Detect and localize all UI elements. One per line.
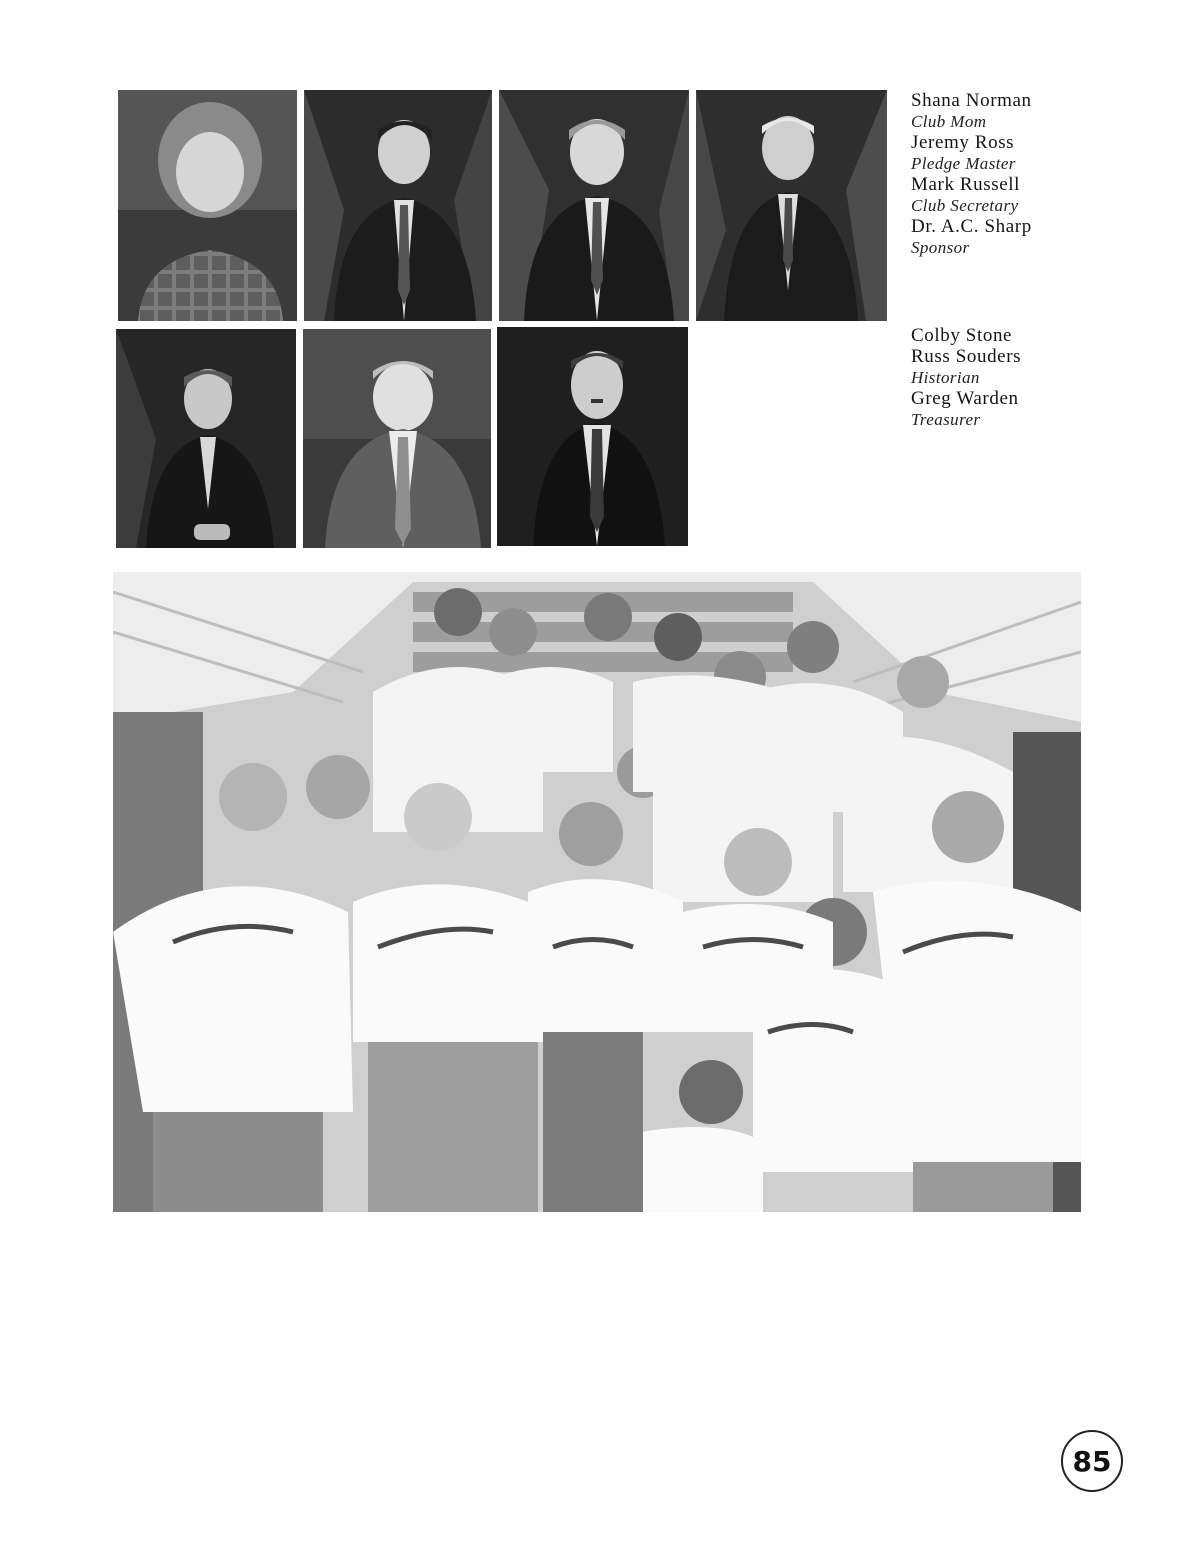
page-number: 85 <box>1061 1430 1123 1492</box>
caption-name: Russ Souders <box>911 346 1022 367</box>
portrait-russ-souders <box>303 329 491 548</box>
portrait-colby-stone <box>116 329 296 548</box>
portrait-mark-russell <box>499 90 689 321</box>
caption-title: Club Mom <box>911 112 987 131</box>
portrait-shana-norman <box>118 90 297 321</box>
caption-name: Greg Warden <box>911 388 1019 409</box>
caption-name: Mark Russell <box>911 174 1021 195</box>
caption-title: Sponsor <box>911 238 970 257</box>
caption-name: Shana Norman <box>911 90 1032 111</box>
officer-captions-bottom <box>911 325 1171 430</box>
group-photo <box>113 572 1081 1212</box>
caption-title: Treasurer <box>911 410 981 429</box>
portrait-greg-warden <box>497 327 688 546</box>
caption-name: Colby Stone <box>911 325 1013 346</box>
caption-title: Pledge Master <box>911 154 1016 173</box>
portrait-jeremy-ross <box>304 90 492 321</box>
caption-title: Club Secretary <box>911 196 1019 215</box>
caption-name: Dr. A.C. Sharp <box>911 216 1032 237</box>
officer-captions-top <box>911 90 1171 258</box>
portrait-ac-sharp <box>696 90 887 321</box>
caption-name: Jeremy Ross <box>911 132 1015 153</box>
caption-title: Historian <box>911 368 980 387</box>
